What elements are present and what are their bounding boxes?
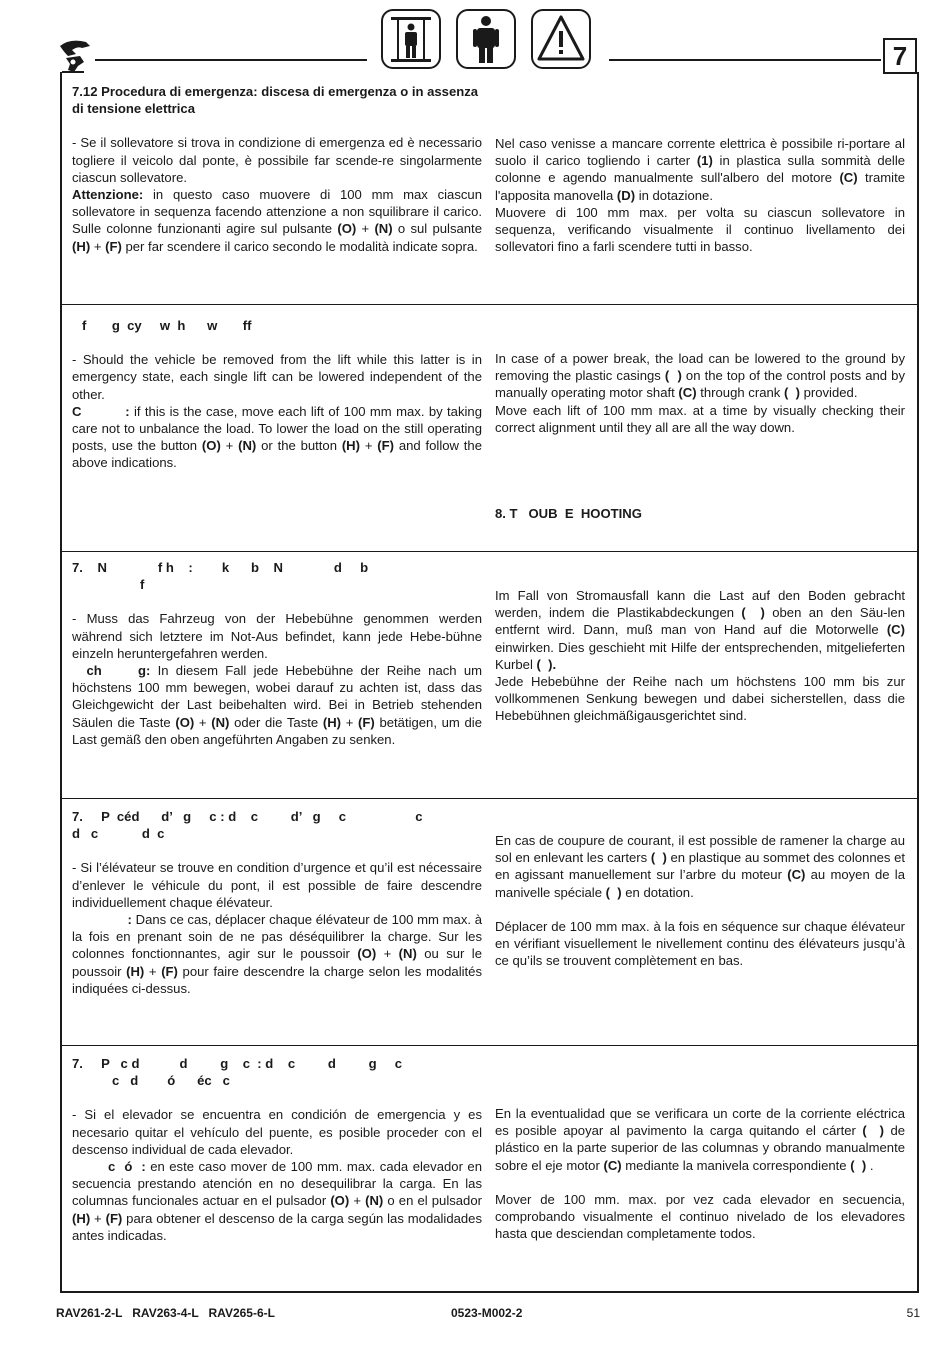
paragraph: Muovere di 100 mm max. per volta su ciascun sollevatore in sequenza, verificando visualmente il continuo livellamento dei sollevatori fino a farli scendere tutti in basso. [495,204,905,255]
paragraph: Mover de 100 mm. max. por vez cada elevador en secuencia, comprobando visualmente el continuo nivelado de los elevadores hasta que desciendan completamente todos. [495,1191,905,1242]
section-title-fr: 7. P céd d’ g c : d c d’ g c c d c d c [72,809,423,842]
paragraph: - Si el elevador se encuentra en condición de emergencia y es necesario quitar el vehículo del puente, es posible proceder con el descenso individual de cada elevador. c ó : en este caso mover de 100 mm. max. cada elevador en secuencia prestando atención en no desequilibrar la carga. En las columnas funcionales actuar en el pulsador (O) + (N) o en el pulsador (H) + (F) para obtener el descenso de la carga según las modalidades antes indicadas. [72,1107,482,1243]
troubleshooting-heading: 8. T OUB E HOOTING [495,506,642,521]
section-it-right [495,135,905,255]
chapter-number: 7 [883,38,917,74]
section-title-it: 7.12 Procedura di emergenza: discesa di emergenza o in assenza di tensione elettrica [72,84,479,117]
paragraph: Im Fall von Stromausfall kann die Last auf den Boden gebracht werden, indem die Plastikabdeckungen ( ) oben an den Säu-len entfernt wird. Dann, muß man von Hand auf die Motorwelle (C) einwirken. Dies geschieht mit Hilfe der entsprechenden, mitgelieferten Kurbel ( ). [495,588,905,672]
section-es-right [495,1105,905,1242]
section-fr-right [495,832,905,969]
header-rule-right [609,59,881,61]
paragraph: Déplacer de 100 mm max. à la fois en séquence sur chaque élévateur en vérifiant visuellement le nivellement continu des élévateurs jusqu’à ce qu’ils se trouvent complètement en bas. [495,918,905,969]
section-fr-left [72,808,482,997]
header-rule-left [95,59,367,61]
paragraph: Move each lift of 100 mm max. at a time by visually checking their correct alignment until they all are all the way down. [495,402,905,435]
paragraph: - Si l’élévateur se trouve en condition d’urgence et qu’il est nécessaire d’enlever le véhicule du pont, il est possible de faire descendre individuellement chaque élévateur. : Dans ce cas, déplacer chaque élévateur de 100 mm max. à la fois en prenant soin de ne pas déséquilibrer la charge. Sur les colonnes fonctionnantes, agir sur le poussoir (O) + (N) ou sur le poussoir (H) + (F) pour faire descendre la charge selon les modalités indiquées ci-dessus. [72,860,482,996]
logo [56,36,96,76]
section-divider [60,1045,919,1046]
section-title-en: f g cy w h w ff [82,318,252,333]
paragraph: Jede Hebebühne der Reihe nach um höchstens 100 mm bis zur vollkommenen Senkung bewegen und dabei sicherstellen, dass die Hebebühnen gleichmäßigausgerichtet sind. [495,674,905,724]
section-en-left [72,317,482,472]
section-it-left [72,83,482,255]
paragraph: En cas de coupure de courant, il est possible de ramener la charge au sol en enlevant les carters ( ) en plastique au sommet des colonnes et en agissant manuellement sur l’arbre du moteur (C) au moyen de la manivelle spéciale ( ) en dotation. [495,833,905,900]
paragraph: - Se il sollevatore si trova in condizione di emergenza ed è necessario togliere il veicolo dal ponte, è possibile far scende-re singolarmente ciascun sollevatore. Attenzione: in questo caso muovere di 100 mm max ciascun sollevatore in sequenza facendo attenzione a non squilibrare il carico. Sulle colonne funzionanti agire sul pulsante (O) + (N) o sul pulsante (H) + (F) per far scendere il carico secondo le modalità indicate sopra. [72,135,482,254]
section-es-left [72,1055,482,1244]
section-divider [60,304,919,305]
section-en-right [495,350,905,436]
paragraph: - Muss das Fahrzeug von der Hebebühne genommen werden während sich letztere im Not-Aus befindet, kann jede Hebe-bühne einzeln heruntergefahren werden. ch g: In diesem Fall jede Hebebühne der Reihe nach um höchstens 100 mm bewegen, wobei darauf zu achten ist, dass das Gleichgewicht der Last beibehalten wird. Bei in Betrieb stehenden Säulen die Taste (O) + (N) oder die Taste (H) + (F) betätigen, um die Last gemäß den oben angeführten Angaben zu senken. [72,611,483,747]
section-de-left [72,559,482,748]
section-divider [60,551,919,552]
page-number: 51 [906,1306,920,1320]
paragraph: Nel caso venisse a mancare corrente elettrica è possibile ri-portare al suolo il carico togliendo i carter (1) in plastica sulla sommità delle colonne e agendo manualmente sull'albero del motore (C) tramite l'apposita manovella (D) in dotazione. [495,136,906,203]
section-divider [60,798,919,799]
lift-operator-icon [381,9,441,69]
footer-doc-code: 0523-M002-2 [451,1306,523,1320]
warning-icon [531,9,591,69]
paragraph: In case of a power break, the load can be lowered to the ground by removing the plastic casings ( ) on the top of the control posts and by manually operating motor shaft (C) through crank ( ) provided. [495,351,905,401]
paragraph: - Should the vehicle be removed from the lift while this latter is in emergency state, each single lift can be lowered independent of the other. C : if this is the case, move each lift of 100 mm max. by taking care not to unbalance the load. To lower the load on the still operating posts, use the button (O) + (N) or the button (H) + (F) and follow the above indications. [72,352,482,471]
section-title-de: 7. N f h : k b N d b f [72,560,369,593]
footer-models: RAV261-2-L RAV263-4-L RAV265-6-L [56,1306,275,1320]
person-icon [456,9,516,69]
section-de-right [495,587,905,725]
paragraph: En la eventualidad que se verificara un corte de la corriente eléctrica es posible apoyar al pavimento la carga quitando el cárter ( ) de plástico en la parte superior de las columnas y obrando manualmente sobre el eje motor (C) mediante la manivela correspondiente ( ) . [495,1106,906,1173]
section-title-es: 7. P c d d g c : d c d g c c d ó éc c [72,1056,403,1089]
